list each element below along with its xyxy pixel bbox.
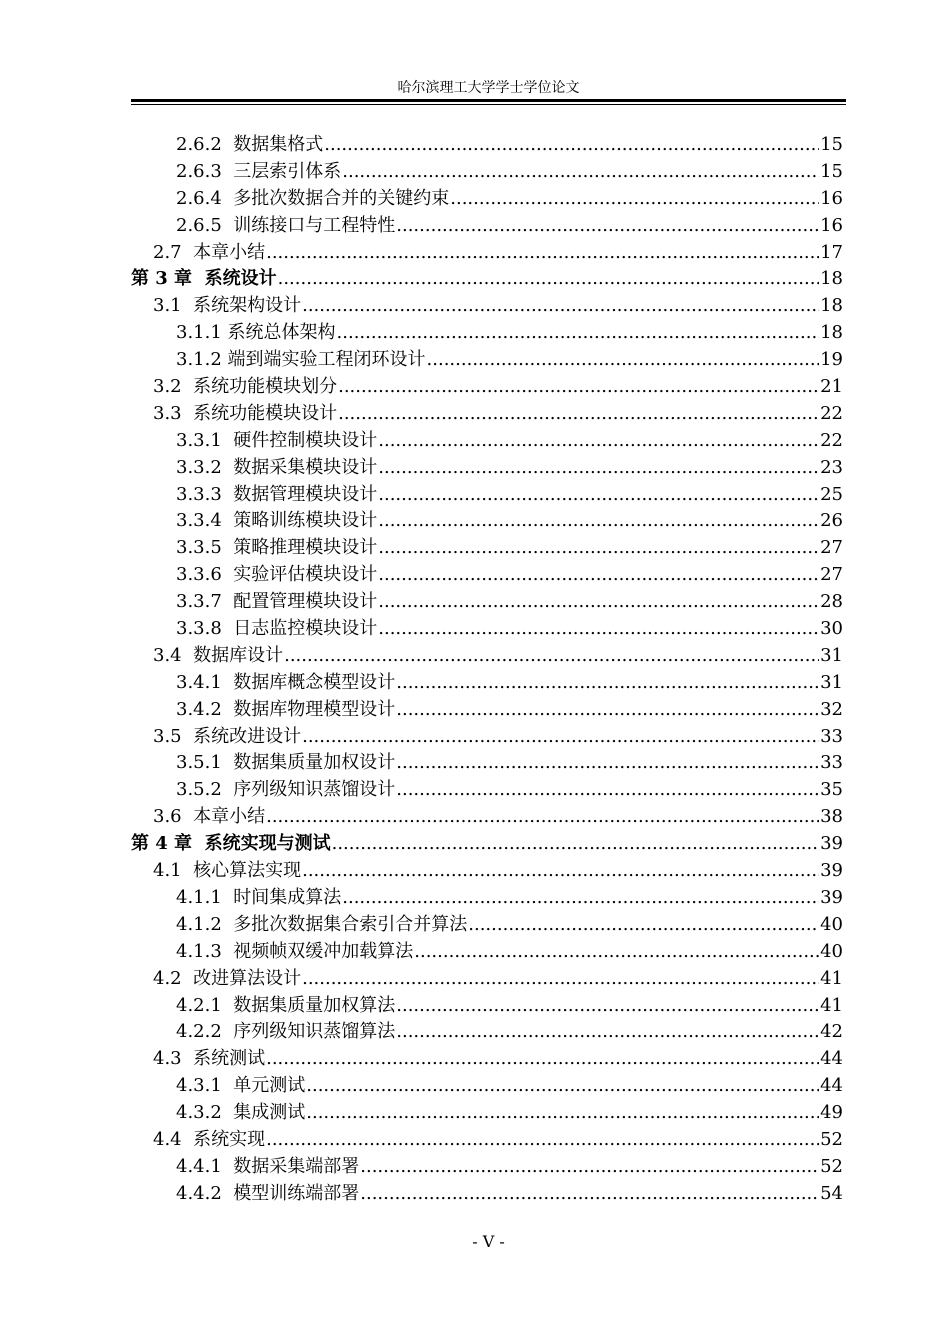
dot-leader	[378, 562, 819, 589]
toc-entry[interactable]	[131, 186, 843, 213]
toc-entry[interactable]	[131, 858, 843, 885]
toc-entry-number: 4.1.1	[176, 886, 222, 908]
dot-leader	[266, 1046, 819, 1073]
toc-entry-page: 41	[820, 994, 843, 1016]
dot-leader	[332, 831, 819, 858]
toc-entry-number: 3.3.3	[176, 483, 222, 505]
toc-entry-page: 16	[820, 214, 843, 236]
dot-leader	[360, 1181, 819, 1208]
toc-entry-page: 32	[820, 698, 843, 720]
toc-entry[interactable]	[131, 1046, 843, 1073]
toc-entry-number: 4.1.3	[176, 940, 222, 962]
toc-entry[interactable]	[131, 374, 843, 401]
toc-entry-page: 19	[820, 349, 843, 371]
toc-entry-number: 3.4.2	[176, 698, 222, 720]
toc-entry-page: 26	[820, 510, 843, 532]
toc-entry-title: 训练接口与工程特性	[233, 214, 396, 236]
toc-entry-number: 4.2.1	[176, 994, 222, 1016]
toc-entry-number: 3.1.1	[176, 322, 222, 344]
dot-leader	[378, 616, 819, 643]
dot-leader	[378, 589, 819, 616]
dot-leader	[414, 939, 819, 966]
toc-entry[interactable]	[131, 1127, 843, 1154]
toc-entry-title: 数据采集模块设计	[233, 456, 378, 478]
toc-entry[interactable]	[131, 804, 843, 831]
toc-entry-number: 4.4	[153, 1128, 182, 1150]
toc-entry-number: 2.6.5	[176, 214, 222, 236]
toc-entry-title: 本章小结	[193, 806, 266, 828]
toc-entry-number: 3.6	[153, 806, 182, 828]
toc-entry-number: 第 4 章	[131, 833, 193, 855]
toc-entry[interactable]	[131, 697, 843, 724]
toc-entry[interactable]	[131, 428, 843, 455]
dot-leader	[378, 455, 819, 482]
toc-entry-title: 策略训练模块设计	[233, 510, 378, 532]
toc-entry-title: 系统功能模块划分	[193, 376, 338, 398]
header-rule-thin	[131, 104, 846, 105]
toc-entry-number: 4.4.2	[176, 1182, 222, 1204]
toc-entry-page: 49	[820, 1102, 843, 1124]
toc-entry[interactable]	[131, 939, 843, 966]
page-number: - V -	[472, 1232, 505, 1251]
toc-entry-page: 41	[820, 967, 843, 989]
toc-entry-number: 3.4.1	[176, 671, 222, 693]
toc-entry[interactable]	[131, 1019, 843, 1046]
toc-entry[interactable]	[131, 831, 843, 858]
dot-leader	[450, 186, 819, 213]
toc-entry-title: 本章小结	[193, 241, 266, 263]
toc-entry[interactable]	[131, 401, 843, 428]
toc-entry-title: 数据管理模块设计	[233, 483, 378, 505]
toc-entry[interactable]	[131, 1100, 843, 1127]
dot-leader	[306, 1100, 819, 1127]
dot-leader	[396, 1019, 819, 1046]
toc-entry-number: 3.5.2	[176, 779, 222, 801]
dot-leader	[396, 697, 819, 724]
toc-entry-title: 端到端实验工程闭环设计	[227, 349, 426, 371]
toc-entry-page: 33	[820, 752, 843, 774]
toc-entry-page: 18	[820, 322, 843, 344]
toc-entry-number: 2.6.3	[176, 160, 222, 182]
toc-entry-title: 系统功能模块设计	[193, 402, 338, 424]
toc-entry[interactable]	[131, 320, 843, 347]
toc-entry-number: 3.3.6	[176, 564, 222, 586]
toc-entry-title: 数据库物理模型设计	[233, 698, 396, 720]
toc-entry-page: 52	[820, 1155, 843, 1177]
toc-entry[interactable]	[131, 885, 843, 912]
toc-entry-page: 28	[820, 591, 843, 613]
toc-entry-title: 系统实现与测试	[204, 833, 331, 855]
header-rule-thick	[131, 99, 846, 102]
toc-entry-page: 22	[820, 429, 843, 451]
toc-entry[interactable]	[131, 912, 843, 939]
toc-entry-page: 15	[820, 160, 843, 182]
toc-entry[interactable]	[131, 455, 843, 482]
toc-entry-number: 3.5	[153, 725, 182, 747]
toc-entry-title: 数据集格式	[233, 134, 324, 155]
toc-entry-page: 39	[820, 833, 843, 855]
toc-entry-number: 3.3	[153, 402, 182, 424]
dot-leader	[324, 132, 819, 159]
toc-entry-number: 3.3.7	[176, 591, 222, 613]
dot-leader	[396, 777, 819, 804]
toc-entry-page: 38	[820, 806, 843, 828]
toc-entry-title: 时间集成算法	[233, 886, 342, 908]
toc-entry-title: 数据集质量加权设计	[233, 752, 396, 774]
toc-entry-page: 54	[820, 1182, 843, 1204]
toc-entry-page: 31	[820, 644, 843, 666]
toc-entry-number: 4.1	[153, 860, 182, 882]
toc-entry-title: 视频帧双缓冲加载算法	[233, 940, 414, 962]
toc-entry[interactable]	[131, 616, 843, 643]
toc-entry-page: 33	[820, 725, 843, 747]
dot-leader	[306, 1073, 819, 1100]
dot-leader	[266, 240, 819, 267]
table-of-contents	[131, 132, 843, 1208]
toc-entry-number: 2.6.2	[176, 134, 222, 155]
toc-entry[interactable]	[131, 562, 843, 589]
toc-entry-number: 4.4.1	[176, 1155, 222, 1177]
toc-entry-number: 3.3.5	[176, 537, 222, 559]
toc-entry[interactable]	[131, 293, 843, 320]
toc-entry-page: 40	[820, 913, 843, 935]
toc-entry-page: 23	[820, 456, 843, 478]
toc-entry[interactable]	[131, 508, 843, 535]
toc-entry-page: 27	[820, 564, 843, 586]
toc-entry-page: 21	[820, 376, 843, 398]
toc-entry-page: 25	[820, 483, 843, 505]
dot-leader	[396, 213, 819, 240]
toc-entry-page: 40	[820, 940, 843, 962]
toc-entry-title: 单元测试	[233, 1075, 306, 1097]
toc-entry[interactable]	[131, 1154, 843, 1181]
toc-entry[interactable]	[131, 266, 843, 293]
dot-leader	[266, 804, 819, 831]
toc-entry[interactable]	[131, 643, 843, 670]
toc-entry-title: 硬件控制模块设计	[233, 429, 378, 451]
toc-entry-number: 3.3.8	[176, 618, 222, 640]
toc-entry-number: 4.2.2	[176, 1021, 222, 1043]
toc-entry-page: 35	[820, 779, 843, 801]
toc-entry-page: 31	[820, 671, 843, 693]
toc-entry-title: 日志监控模块设计	[233, 618, 378, 640]
toc-entry[interactable]	[131, 1181, 843, 1208]
toc-entry-title: 系统改进设计	[193, 725, 302, 747]
toc-entry[interactable]	[131, 777, 843, 804]
toc-entry-page: 17	[820, 241, 843, 263]
toc-entry-number: 4.3.1	[176, 1075, 222, 1097]
toc-entry-title: 三层索引体系	[233, 160, 342, 182]
toc-entry-number: 4.2	[153, 967, 182, 989]
toc-entry[interactable]	[131, 159, 843, 186]
toc-entry-title: 系统实现	[193, 1128, 266, 1150]
dot-leader	[396, 670, 819, 697]
toc-entry-number: 4.3	[153, 1048, 182, 1070]
toc-entry[interactable]	[131, 670, 843, 697]
dot-leader	[342, 885, 819, 912]
toc-entry-number: 4.1.2	[176, 913, 222, 935]
dot-leader	[266, 1127, 819, 1154]
toc-entry-page: 22	[820, 402, 843, 424]
toc-entry-page: 15	[820, 134, 843, 155]
toc-entry[interactable]	[131, 1073, 843, 1100]
running-header: 哈尔滨理工大学学士学位论文	[397, 80, 580, 96]
toc-entry-page: 39	[820, 886, 843, 908]
toc-entry-title: 实验评估模块设计	[233, 564, 378, 586]
toc-entry-page: 39	[820, 860, 843, 882]
toc-entry-number: 3.1	[153, 295, 182, 317]
dot-leader	[302, 293, 819, 320]
toc-entry-number: 3.3.1	[176, 429, 222, 451]
toc-entry-title: 系统总体架构	[227, 322, 336, 344]
toc-entry-number: 3.1.2	[176, 349, 222, 371]
dot-leader	[360, 1154, 819, 1181]
dot-leader	[396, 750, 819, 777]
toc-entry-number: 2.6.4	[176, 187, 222, 209]
dot-leader	[378, 482, 819, 509]
toc-entry[interactable]	[131, 724, 843, 751]
toc-entry-number: 第 3 章	[131, 268, 193, 290]
toc-entry-title: 核心算法实现	[193, 860, 302, 882]
toc-entry-title: 数据集质量加权算法	[233, 994, 396, 1016]
toc-entry-page: 44	[820, 1075, 843, 1097]
toc-entry-title: 序列级知识蒸馏设计	[233, 779, 396, 801]
toc-entry-page: 44	[820, 1048, 843, 1070]
toc-entry-page: 18	[820, 268, 843, 290]
toc-entry-title: 系统设计	[204, 268, 277, 290]
dot-leader	[342, 159, 819, 186]
dot-leader	[302, 966, 819, 993]
toc-entry-title: 模型训练端部署	[233, 1182, 360, 1204]
dot-leader	[284, 643, 819, 670]
dot-leader	[378, 428, 819, 455]
toc-entry[interactable]	[131, 132, 843, 159]
toc-entry-number: 4.3.2	[176, 1102, 222, 1124]
toc-entry[interactable]	[131, 482, 843, 509]
toc-entry-page: 42	[820, 1021, 843, 1043]
toc-entry[interactable]	[131, 966, 843, 993]
toc-entry-number: 3.3.2	[176, 456, 222, 478]
dot-leader	[338, 401, 819, 428]
toc-entry-title: 多批次数据集合索引合并算法	[233, 913, 468, 935]
toc-entry-title: 数据库设计	[193, 644, 284, 666]
toc-entry-title: 策略推理模块设计	[233, 537, 378, 559]
toc-entry-page: 30	[820, 618, 843, 640]
toc-entry-number: 3.5.1	[176, 752, 222, 774]
toc-entry[interactable]	[131, 589, 843, 616]
toc-entry-title: 改进算法设计	[193, 967, 302, 989]
dot-leader	[302, 858, 819, 885]
dot-leader	[337, 320, 820, 347]
toc-entry-page: 18	[820, 295, 843, 317]
toc-entry-page: 16	[820, 187, 843, 209]
toc-entry-title: 集成测试	[233, 1102, 306, 1124]
toc-entry-title: 多批次数据合并的关键约束	[233, 187, 450, 209]
toc-entry-page: 52	[820, 1128, 843, 1150]
dot-leader	[302, 724, 819, 751]
toc-entry[interactable]	[131, 240, 843, 267]
dot-leader	[278, 266, 819, 293]
dot-leader	[396, 993, 819, 1020]
toc-entry-title: 配置管理模块设计	[233, 591, 378, 613]
dot-leader	[427, 347, 820, 374]
toc-entry-title: 序列级知识蒸馏算法	[233, 1021, 396, 1043]
toc-entry-number: 3.4	[153, 644, 182, 666]
dot-leader	[378, 535, 819, 562]
toc-entry[interactable]	[131, 347, 843, 374]
toc-entry-title: 系统架构设计	[193, 295, 302, 317]
toc-entry[interactable]	[131, 750, 843, 777]
toc-entry[interactable]	[131, 213, 843, 240]
toc-entry-number: 3.3.4	[176, 510, 222, 532]
toc-entry-title: 数据采集端部署	[233, 1155, 360, 1177]
dot-leader	[468, 912, 819, 939]
dot-leader	[338, 374, 819, 401]
toc-entry[interactable]	[131, 993, 843, 1020]
toc-entry[interactable]	[131, 535, 843, 562]
toc-entry-title: 系统测试	[193, 1048, 266, 1070]
toc-entry-page: 27	[820, 537, 843, 559]
toc-entry-number: 3.2	[153, 376, 182, 398]
toc-entry-number: 2.7	[153, 241, 182, 263]
dot-leader	[378, 508, 819, 535]
toc-entry-title: 数据库概念模型设计	[233, 671, 396, 693]
